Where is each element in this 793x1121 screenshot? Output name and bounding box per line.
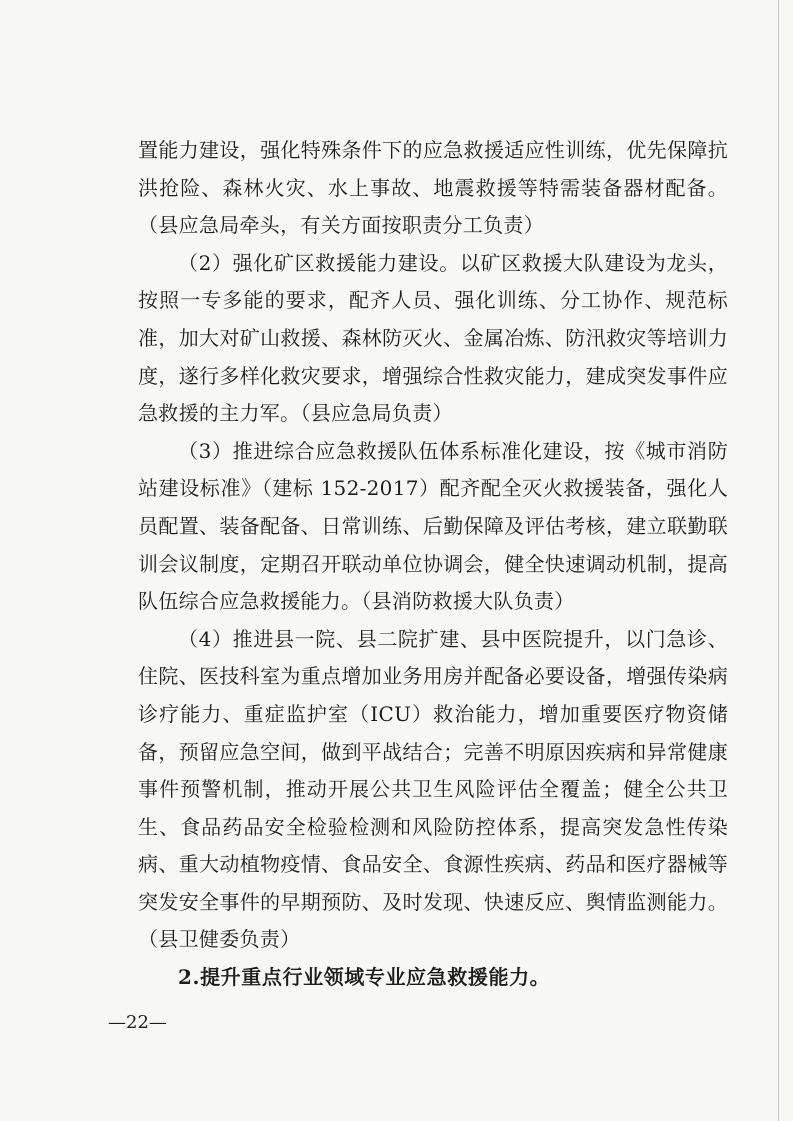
paragraph-item-3: （3）推进综合应急救援队伍体系标准化建设，按《城市消防站建设标准》（建标 152-2017）配齐配全灭火救援装备，强化人员配置、装备配备、日常训练、后勤保障及评估考核，建立联勤联训会议制度，定期召开联动单位协调会，健全快速调动机制，提高队伍综合应急救援能力。（县消防救援大队负责） (138, 438, 728, 614)
section-heading: 2.提升重点行业领域专业应急救援能力。 (178, 965, 551, 990)
paragraph-item-2: （2）强化矿区救援能力建设。以矿区救援大队建设为龙头，按照一专多能的要求，配齐人员、强化训练、分工协作、规范标准，加大对矿山救援、森林防灭火、金属冶炼、防汛救灾等培训力度，遂行多样化救灾要求，增强综合性救灾能力，建成突发事件应急救援的主力军。（县应急局负责） (138, 250, 728, 426)
paragraph-continuation: 置能力建设，强化特殊条件下的应急救援适应性训练，优先保障抗洪抢险、森林火灾、水上事故、地震救援等特需装备器材配备。（县应急局牵头，有关方面按职责分工负责） (138, 138, 728, 238)
scan-edge-line (778, 0, 779, 1121)
page-number: —22— (108, 1012, 167, 1033)
body-text (138, 132, 728, 997)
paragraph-item-4: （4）推进县一院、县二院扩建、县中医院提升，以门急诊、住院、医技科室为重点增加业务用房并配备必要设备，增强传染病诊疗能力、重症监护室（ICU）救治能力，增加重要医疗物资储备，预留应急空间，做到平战结合；完善不明原因疾病和异常健康事件预警机制，推动开展公共卫生风险评估全覆盖；健全公共卫生、食品药品安全检验检测和风险防控体系，提高突发急性传染病、重大动植物疫情、食品安全、食源性疾病、药品和医疗器械等突发安全事件的早期预防、及时发现、快速反应、舆情监测能力。（县卫健委负责） (138, 626, 728, 952)
